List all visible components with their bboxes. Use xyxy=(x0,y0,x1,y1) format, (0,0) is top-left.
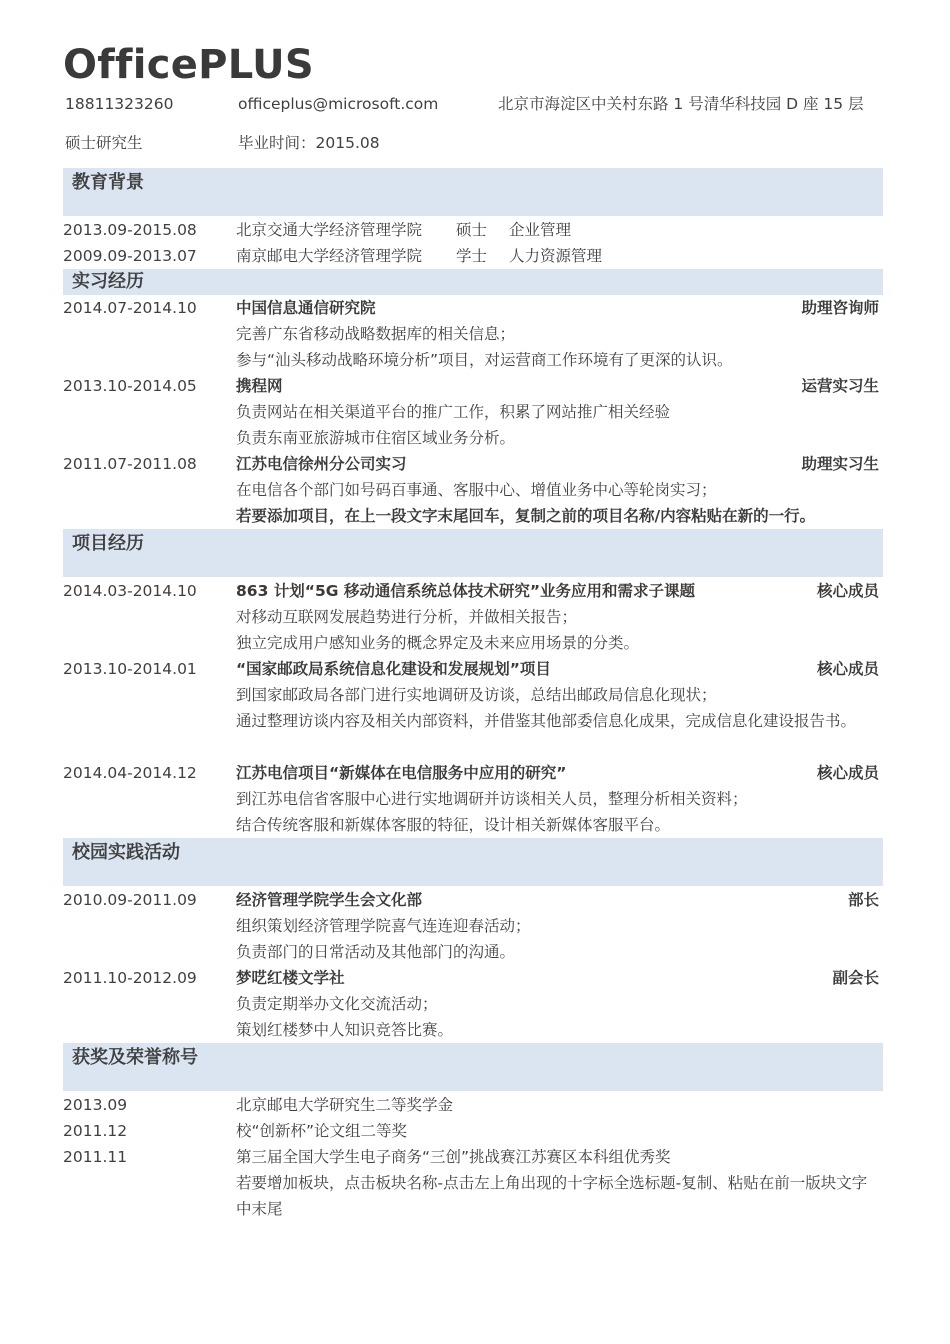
entry-role: 部长 xyxy=(847,891,879,909)
graduation-date: 毕业时间：2015.08 xyxy=(238,134,380,152)
education-school: 南京邮电大学经济管理学院 xyxy=(236,247,423,265)
entry-detail: 在电信各个部门如号码百事通、客服中心、增值业务中心等轮岗实习； xyxy=(236,481,717,499)
entry-detail: 完善广东省移动战略数据库的相关信息； xyxy=(236,325,516,343)
education-degree: 硕士 xyxy=(456,221,488,239)
candidate-name: OfficePLUS xyxy=(63,42,315,88)
degree-level: 硕士研究生 xyxy=(65,134,143,152)
entry-organization: 江苏电信项目“新媒体在电信服务中应用的研究” xyxy=(236,764,567,782)
entry-detail: 组织策划经济管理学院喜气连连迎春活动； xyxy=(236,917,531,935)
entry-detail: 负责东南亚旅游城市住宿区域业务分析。 xyxy=(236,429,516,447)
entry-detail: 通过整理访谈内容及相关内部资料，并借鉴其他部委信息化成果，完成信息化建设报告书。 xyxy=(236,712,857,730)
section-campus-activities xyxy=(63,838,883,886)
entry-detail: 独立完成用户感知业务的概念界定及未来应用场景的分类。 xyxy=(236,634,640,652)
email-address: officeplus@microsoft.com xyxy=(238,95,439,113)
entry-detail: 负责网站在相关渠道平台的推广工作，积累了网站推广相关经验 xyxy=(236,403,671,421)
entry-organization: 中国信息通信研究院 xyxy=(236,299,376,317)
education-degree: 学士 xyxy=(456,247,488,265)
section-internship xyxy=(63,269,883,295)
phone-number: 18811323260 xyxy=(65,95,174,113)
section-title: 教育背景 xyxy=(72,172,144,193)
entry-date: 2014.03-2014.10 xyxy=(63,582,197,600)
entry-detail: 策划红楼梦中人知识竞答比赛。 xyxy=(236,1021,454,1039)
education-major: 企业管理 xyxy=(509,221,572,239)
award-date: 2013.09 xyxy=(63,1096,128,1114)
entry-organization: 863 计划“5G 移动通信系统总体技术研究”业务应用和需求子课题 xyxy=(236,582,696,600)
entry-detail: 对移动互联网发展趋势进行分析，并做相关报告； xyxy=(236,608,578,626)
entry-organization: 江苏电信徐州分公司实习 xyxy=(236,455,407,473)
entry-role: 核心成员 xyxy=(816,582,879,600)
award-name: 第三届全国大学生电子商务“三创”挑战赛江苏赛区本科组优秀奖 xyxy=(236,1148,671,1166)
entry-organization: 经济管理学院学生会文化部 xyxy=(236,891,423,909)
entry-role: 助理咨询师 xyxy=(801,299,879,317)
education-row xyxy=(63,243,883,269)
section-title: 获奖及荣誉称号 xyxy=(72,1047,198,1068)
entry-date: 2011.07-2011.08 xyxy=(63,455,197,473)
section-education xyxy=(63,168,883,216)
award-date: 2011.12 xyxy=(63,1122,128,1140)
entry-detail: 参与“汕头移动战略环境分析”项目，对运营商工作环境有了更深的认识。 xyxy=(236,351,733,369)
entry-role: 核心成员 xyxy=(816,660,879,678)
entry-organization: 携程网 xyxy=(236,377,283,395)
section-awards xyxy=(63,1043,883,1091)
entry-detail: 负责定期举办文化交流活动； xyxy=(236,995,438,1013)
education-major: 人力资源管理 xyxy=(509,247,603,265)
award-name: 北京邮电大学研究生二等奖学金 xyxy=(236,1096,454,1114)
entry-role: 运营实习生 xyxy=(801,377,879,395)
entry-date: 2013.10-2014.01 xyxy=(63,660,197,678)
template-tip: 若要添加项目，在上一段文字末尾回车，复制之前的项目名称/内容粘贴在新的一行。 xyxy=(236,507,816,525)
entry-detail: 结合传统客服和新媒体客服的特征，设计相关新媒体客服平台。 xyxy=(236,816,671,834)
entry-date: 2011.10-2012.09 xyxy=(63,969,197,987)
entry-date: 2010.09-2011.09 xyxy=(63,891,197,909)
education-date: 2009.09-2013.07 xyxy=(63,247,197,265)
entry-organization: 梦呓红楼文学社 xyxy=(236,969,345,987)
award-date: 2011.11 xyxy=(63,1148,128,1166)
entry-role: 副会长 xyxy=(832,969,879,987)
entry-role: 核心成员 xyxy=(816,764,879,782)
section-title: 校园实践活动 xyxy=(72,842,180,863)
template-tip: 若要增加板块，点击板块名称-点击左上角出现的十字标全选标题-复制、粘贴在前一版块文字中末尾 xyxy=(236,1174,868,1218)
entry-organization: “国家邮政局系统信息化建设和发展规划”项目 xyxy=(236,660,551,678)
entry-date: 2014.07-2014.10 xyxy=(63,299,197,317)
entry-detail: 到国家邮政局各部门进行实地调研及访谈，总结出邮政局信息化现状； xyxy=(236,686,717,704)
section-title: 项目经历 xyxy=(72,533,144,554)
award-name: 校“创新杯”论文组二等奖 xyxy=(236,1122,408,1140)
education-school: 北京交通大学经济管理学院 xyxy=(236,221,423,239)
entry-date: 2013.10-2014.05 xyxy=(63,377,197,395)
entry-detail: 到江苏电信省客服中心进行实地调研并访谈相关人员，整理分析相关资料； xyxy=(236,790,748,808)
education-row xyxy=(63,217,883,243)
home-address: 北京市海淀区中关村东路 1 号清华科技园 D 座 15 层 xyxy=(498,95,864,113)
education-date: 2013.09-2015.08 xyxy=(63,221,197,239)
entry-detail: 负责部门的日常活动及其他部门的沟通。 xyxy=(236,943,516,961)
section-projects xyxy=(63,529,883,577)
entry-date: 2014.04-2014.12 xyxy=(63,764,197,782)
section-title: 实习经历 xyxy=(72,271,144,292)
entry-role: 助理实习生 xyxy=(801,455,879,473)
